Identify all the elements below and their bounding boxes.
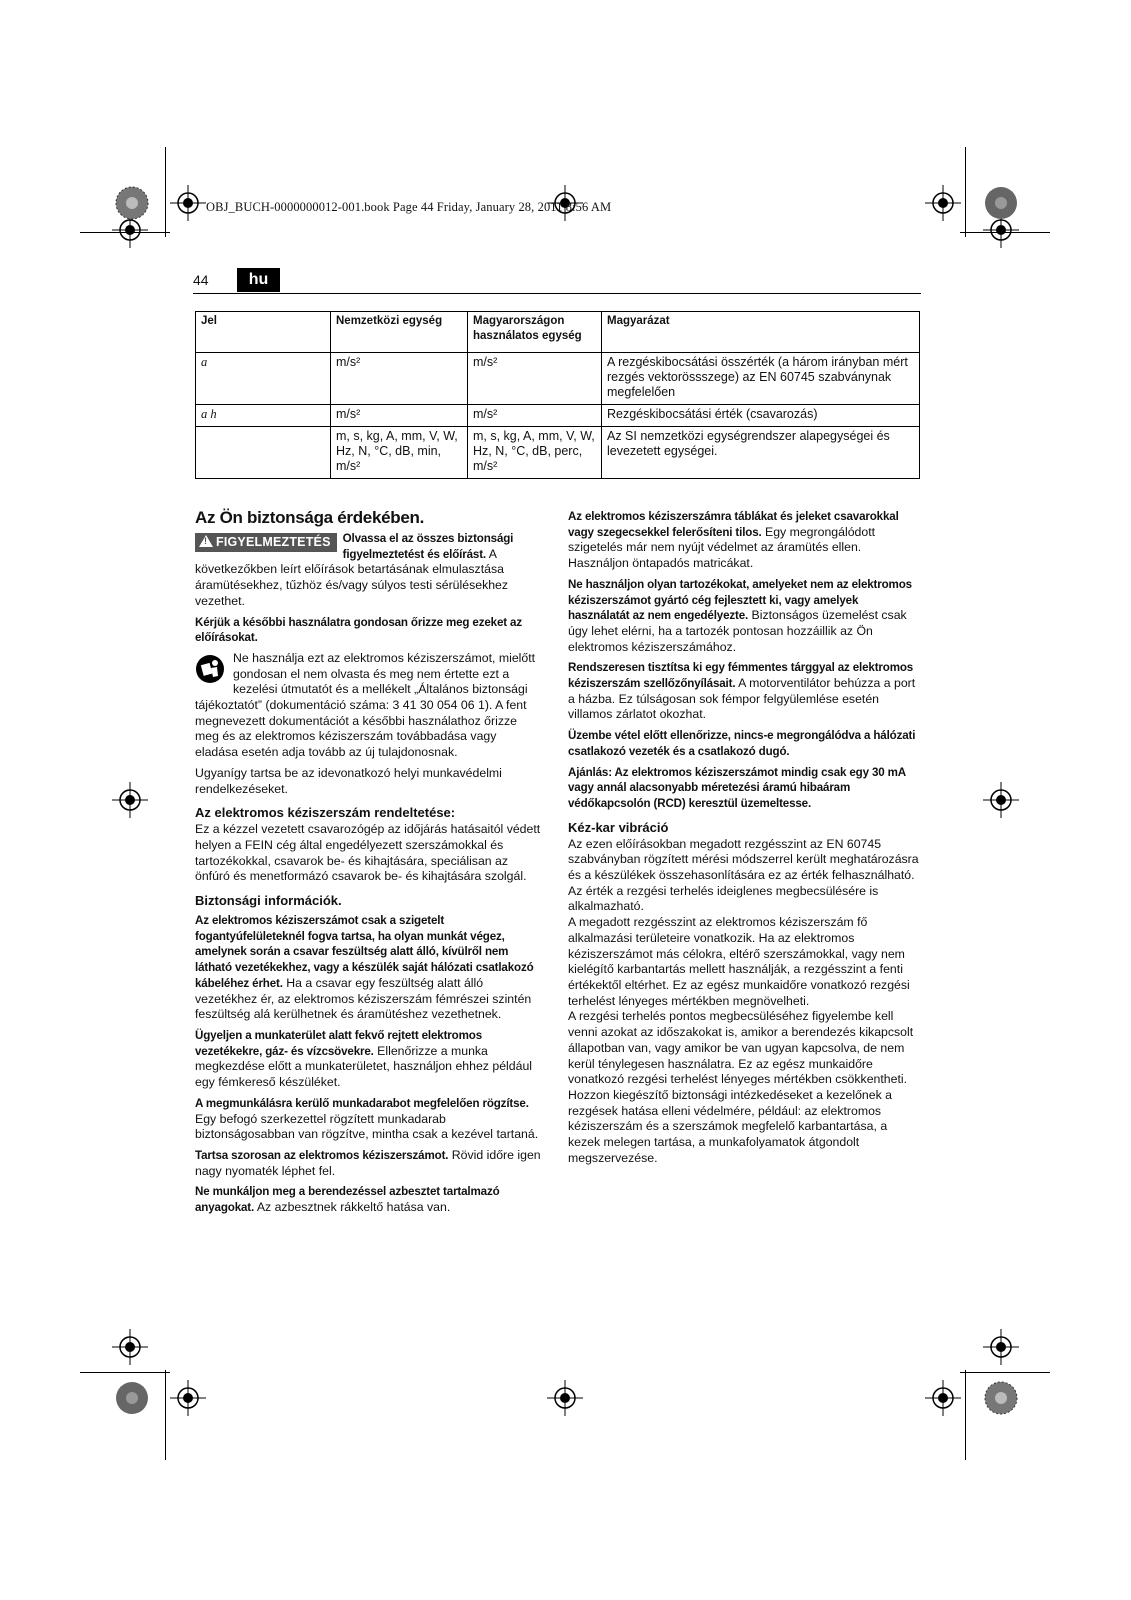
bold-text: Üzembe vétel előtt ellenőrizze, nincs-e megrongálódva a hálózati csatlakozó vezeték és a csatlakozó dugó. (568, 729, 916, 758)
section-title: Az Ön biztonsága érdekében. (195, 508, 425, 527)
crop-mark (960, 1372, 1050, 1373)
registration-mark-icon (925, 185, 961, 221)
body-text: Rövid időre igen nagy nyomaték léphet fel. (195, 1147, 541, 1178)
column-header: Magyarázat (602, 312, 920, 353)
warning-bold-text: Olvassa el az összes biztonsági figyelmeztetést és előírást. (342, 532, 514, 561)
safety-paragraph (568, 765, 920, 812)
purpose-text: Ez a kézzel vezetett csavarozógép az időjárás hatásaitól védett helyen a FEIN cég által engedélyezett szerszámokkal és tartozékokkal, csavarok be- és kihajtására, speciálisan az önfúró és menetformázó csavarok be- és kihajtására szolgál. (195, 822, 541, 884)
explanation-cell: Rezgéskibocsátási érték (csavarozás) (602, 405, 920, 427)
crop-mark (165, 147, 166, 237)
body-text: Ellenőrizze a munka megkezdése előtt a munkaterületet, használjon ehhez például egy fémkereső készüléket. (195, 1043, 533, 1090)
bold-text: Ügyeljen a munkaterület alatt fekvő rejtett elektromos vezetékekre, gáz- és vízcsövekre. (195, 1028, 482, 1058)
registration-mark-icon (112, 1329, 148, 1365)
crop-mark (80, 1372, 170, 1373)
vibration-title: Kéz-kar vibráció (568, 819, 669, 835)
vibration-paragraph: Az ezen előírásokban megadott rezgésszint az EN 60745 szabványban rögzített mérési módszerrel került meghatározásra és a készülékek összehasonlítására ez az érték felhasználható. Az érték a rezgési terhelés ideiglenes megbecsülésére is alkalmazható. (568, 836, 919, 914)
safety-paragraph (195, 1096, 541, 1143)
body-text: Ha a csavar egy feszültség alatt álló vezetékhez ér, az elektromos kéziszerszám fémrészei szintén feszültség alá kerülhetnek és áramütéshez vezethetnek. (195, 975, 532, 1022)
keep-instructions (195, 615, 541, 646)
bold-text: Az elektromos kéziszerszámot csak a szigetelt fogantyúfelületeknél fogva tartsa, ha olyan munkát végez, amelynek során a csavar feszültség alatt álló, kívülről nem látható vezetékekhez, vagy a készülék saját hálózati csatlakozó kábeléhez érhet. (195, 914, 534, 990)
units-table (195, 311, 920, 479)
registration-mark-icon (983, 1329, 1019, 1365)
bold-text: Ajánlás: Az elektromos kéziszerszámot mindig csak egy 30 mA vagy annál alacsonyabb méretezési áramú hibaáram védőkapcsolón (RCD) keresztül üzemeltesse. (568, 765, 906, 810)
registration-mark-icon (547, 1380, 583, 1416)
right-column (568, 509, 920, 1171)
warning-text: A következőkben leírt előírások betartásának elmulasztása áramütésekhez, tűzhöz és/vagy súlyos testi sérülésekhez vezethet. (195, 546, 509, 608)
warning-badge (195, 533, 337, 552)
column-header: Jel (196, 312, 331, 353)
color-bar-target-icon (984, 186, 1018, 220)
column-header: Nemzetközi egység (331, 312, 468, 353)
book-header: OBJ_BUCH-0000000012-001.book Page 44 Friday, January 28, 2011 8:56 AM (206, 200, 612, 214)
safety-title: Biztonsági információk. (195, 893, 342, 909)
unit-cell: m, s, kg, A, mm, V, W, Hz, N, °C, dB, min, m/s² (331, 427, 468, 479)
bold-text: Rendszeresen tisztítsa ki egy fémmentes tárggyal az elektromos kéziszerszám szellőzőnyílásait. (568, 661, 914, 691)
table-row (196, 405, 920, 427)
warning-label: FIGYELMEZTETÉS (216, 535, 331, 549)
safety-paragraph (195, 1184, 541, 1215)
safety-paragraph (568, 660, 920, 723)
regulations-text: Ugyanígy tartsa be az idevonatkozó helyi munkavédelmi rendelkezéseket. (195, 765, 502, 796)
body-text: Biztonságos üzemelést csak úgy lehet elérni, ha a tartozék pontosan hozzáillik az Ön elektromos kéziszerszámához. (568, 608, 907, 654)
bold-text: Ne munkáljon meg a berendezéssel azbesztet tartalmazó anyagokat. (195, 1185, 500, 1215)
color-bar-target-icon (115, 186, 149, 220)
bold-text: Az elektromos kéziszerszámra táblákat és jeleket csavarokkal vagy szegecsekkel felerősíteni tilos. (568, 510, 899, 539)
header-rule (193, 293, 921, 294)
unit-cell: m/s² (468, 405, 602, 427)
unit-cell: m, s, kg, A, mm, V, W, Hz, N, °C, dB, perc, m/s² (468, 427, 602, 479)
manual-text: Ne használja ezt az elektromos kéziszerszámot, mielőtt gondosan el nem olvasta és meg nem értette ezt a kezelési útmutatót és a mellékelt „Általános biztonsági tájékoztatót” (dokumentáció száma: 3 41 30 054 06 1). A fent megnevezett dokumentációt a későbbi használathoz őrizze meg és az elektromos kéziszerszám továbbadása vagy eladása esetén adja tovább az új tulajdonosnak. (195, 650, 536, 760)
body-text: Egy befogó szerkezettel rögzített munkadarab biztonságosabban van rögzítve, mintha csak a kezével tartaná. (195, 1111, 539, 1142)
symbol-cell (196, 427, 331, 479)
body-text: Az azbesztnek rákkeltő hatása van. (254, 1200, 451, 1215)
registration-mark-icon (170, 1380, 206, 1416)
symbol-cell: a (196, 353, 331, 405)
crop-mark (965, 1370, 966, 1460)
bold-text: A megmunkálásra kerülő munkadarabot megfelelően rögzítse. (195, 1096, 529, 1110)
color-bar-target-icon (115, 1381, 149, 1415)
vibration-paragraph: A rezgési terhelés pontos megbecsüléséhez figyelembe kell venni azokat az időszakokat is, amikor a berendezés kikapcsolt állapotban van, vagy amikor be van ugyan kapcsolva, de nem kerül ténylegesen használatra. Ez az egész munkaidőre vonatkozó rezgési terhelést lényeges mértékben csökkentheti. (568, 1009, 914, 1087)
unit-cell: m/s² (331, 353, 468, 405)
manual-paragraph (195, 651, 541, 761)
purpose-title: Az elektromos kéziszerszám rendeltetése: (195, 805, 456, 821)
table-row (196, 427, 920, 479)
crop-mark (165, 1370, 166, 1460)
page-number: 44 (193, 272, 209, 288)
explanation-cell: A rezgéskibocsátási összérték (a három irányban mért rezgés vektorössszege) az EN 60745 szabványnak megfelelően (602, 353, 920, 405)
safety-paragraph (568, 509, 920, 572)
read-manual-icon (195, 654, 225, 684)
keep-instructions-text: Kérjük a későbbi használatra gondosan őrizze meg ezeket az előírásokat. (195, 615, 522, 645)
safety-paragraph (195, 913, 541, 1023)
bold-text: Ne használjon olyan tartozékokat, amelyeket nem az elektromos kéziszerszámot gyártó cég fejlesztett ki, vagy amelyek használatát az nem engedélyezte. (568, 577, 912, 623)
unit-cell: m/s² (468, 353, 602, 405)
registration-mark-icon (983, 782, 1019, 818)
body-text: Egy megrongálódott szigetelés már nem nyújt védelmet az áramütés ellen. Használjon öntapadós matricákat. (568, 524, 876, 571)
bold-text: Tartsa szorosan az elektromos kéziszerszámot. (195, 1148, 449, 1162)
warning-triangle-icon (199, 535, 213, 547)
table-row (196, 353, 920, 405)
color-bar-target-icon (984, 1381, 1018, 1415)
safety-paragraph (195, 1028, 541, 1091)
warning-paragraph (195, 531, 541, 610)
left-column (195, 508, 541, 1221)
safety-paragraph (568, 728, 920, 759)
table-header-row (196, 312, 920, 353)
column-header: Magyarországon használatos egység (468, 312, 602, 353)
symbol-cell: a h (196, 405, 331, 427)
crop-mark (965, 147, 966, 237)
registration-mark-icon (112, 782, 148, 818)
unit-cell: m/s² (331, 405, 468, 427)
language-tab: hu (237, 268, 280, 292)
registration-mark-icon (170, 185, 206, 221)
vibration-paragraph: Hozzon kiegészítő biztonsági intézkedéseket a kezelőnek a rezgések hatása elleni védelmére, például: az elektromos kéziszerszám és a szerszámok megfelelő karbantartása, a kezek melegen tartása, a munkafolyamatok átgondolt megszervezése. (568, 1087, 893, 1165)
body-text: A motorventilátor behúzza a port a házba. Ez túlságosan sok fémpor felgyülemlése esetén villamos zárlatot okozhat. (568, 676, 916, 722)
safety-paragraph (568, 577, 920, 656)
vibration-paragraph: A megadott rezgésszint az elektromos kéziszerszám fő alkalmazási területeire vonatkozik. Ha az elektromos kéziszerszámot más célokra, eltérő szerszámokkal, vagy nem kielégítő karbantartás mellett használják, a rezgésszint a fenti értékektől eltérhet. Ez az egész munkaidőre vonatkozó rezgési terhelést lényeges mértékben megnövelheti. (568, 915, 910, 1008)
safety-paragraph (195, 1148, 541, 1179)
registration-mark-icon (925, 1380, 961, 1416)
explanation-cell: Az SI nemzetközi egységrendszer alapegységei és levezetett egységei. (602, 427, 920, 479)
